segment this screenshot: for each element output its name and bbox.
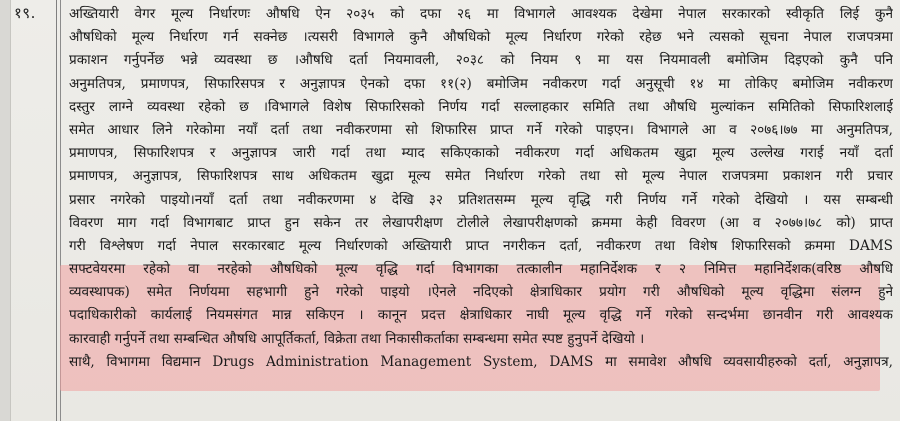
text-line: औषधिको मूल्य निर्धारण गर्न सक्नेछ ।त्यसरी विभागले कुनै औषधिको मूल्य निर्धारण गरेको रहेछ भने त्यसको सूचना नेपाल राजपत्रमा (69, 29, 893, 46)
margin-rule-outer (56, 0, 57, 421)
text-line-highlighted: कारवाही गर्नुपर्ने तथा सम्बन्धित औषधि आपूर्तिकर्ता, विक्रेता तथा निकासीकर्ताका सम्बन्धमा समेत स्पष्ट हुनुपर्ने देखियो । (69, 330, 645, 347)
text-line: अनुमतिपत्र, प्रमाणपत्र, सिफारिसपत्र र अनुज्ञापत्र ऐनको दफा ११(२) बमोजिम नवीकरण गर्दा अनुसूची १४ मा तोकिए बमोजिम नवीकरण (69, 75, 893, 92)
paragraph-body (69, 3, 893, 374)
text-line: साथै, विभागमा विद्यमान Drugs Administration Management System, DAMS मा समावेश औषधि व्यवसायीहरुको दर्ता, अनुज्ञापत्र, (69, 353, 893, 370)
text-line: प्रकाशन गर्नुपर्नेछ भन्ने व्यवस्था छ ।औषधि दर्ता नियमावली, २०३८ को नियम ९ मा यस नियमावली बमोजिम दिइएको कुनै पनि (69, 52, 893, 69)
text-line: अख्तियारी वेगर मूल्य निर्धारणः औषधि ऐन २०३५ को दफा २६ मा विभागले आवश्यक देखेमा नेपाल सरकारको स्वीकृति लिई कुनै (69, 6, 893, 22)
text-line: समेत आधार लिने गरेकोमा नयाँ दर्ता तथा नवीकरणमा सो शिफारिस प्राप्त गर्ने गरेको पाइएन। विभागले आ व २०७६।७७ मा अनुमतिपत्र, (69, 121, 893, 138)
text-line: प्रमाणपत्र, अनुज्ञापत्र, सिफारिशपत्र साथ अधिकतम खुद्रा मूल्य समेत निर्धारण गरेको तथा सो मूल्य नेपाल राजपत्रमा प्रकाशन गरी प्रचार (69, 168, 893, 185)
text-line-highlighted: सफ्टवेयरमा रहेको वा नरहेको औषधिको मूल्य वृद्धि गर्दा विभागका तत्कालीन महानिर्देशक र २ निमित्त महानिर्देशक(वरिष्ठ औषधि (69, 261, 893, 278)
page-left-edge (0, 0, 11, 421)
text-line-highlighted: पदाधिकारीको कार्यलाई नियमसंगत मान्न सकिएन । कानून प्रदत्त क्षेत्राधिकार नाघी मूल्य वृद्धि गर्ने गरेको सन्दर्भमा छानवीन गरी आवश्यक (69, 307, 893, 324)
paragraph-number: १९. (14, 4, 36, 22)
text-line: दस्तुर लाग्ने व्यवस्था रहेको छ ।विभागले विशेष सिफारिसको निर्णय गर्दा सल्लाहकार समिति तथा औषधि मुल्यांकन समितिको सिफारिशलाई (69, 98, 893, 115)
text-line: प्रमाणपत्र, सिफारिशपत्र र अनुज्ञापत्र जारी गर्दा तथा म्याद सकिएकाको नवीकरण गर्दा अधिकतम खुद्रा मूल्य उल्लेख गराई नयाँ दर्ता (69, 145, 893, 162)
text-line-highlighted: व्यवस्थापक) समेत निर्णयमा सहभागी हुने गरेको पाइयो ।ऐनले नदिएको क्षेत्राधिकार प्रयोग गरी औषधिको मूल्य वृद्धिमा संलग्न हुने (69, 284, 893, 301)
text-line: विवरण माग गर्दा विभागबाट प्राप्त हुन सकेन तर लेखापरीक्षण टोलीले लेखापरीक्षणको क्रममा केही विवरण (आ व २०७७।७८ को) प्राप्त (69, 214, 893, 231)
text-line: प्रसार नगरेको पाइयो।नयाँ दर्ता तथा नवीकरणमा ४ देखि ३२ प्रतिशतसम्म मूल्य वृद्धि गरी निर्णय गर्ने गरेको देखियो । यस सम्बन्धी (69, 191, 893, 208)
text-line-highlighted: गरी विश्लेषण गर्दा नेपाल सरकारबाट मूल्य निर्धारणको अख्तियारी प्राप्त नगरीकन दर्ता, नवीकरण तथा विशेष शिफारिसको क्रममा DAMS (69, 237, 893, 254)
